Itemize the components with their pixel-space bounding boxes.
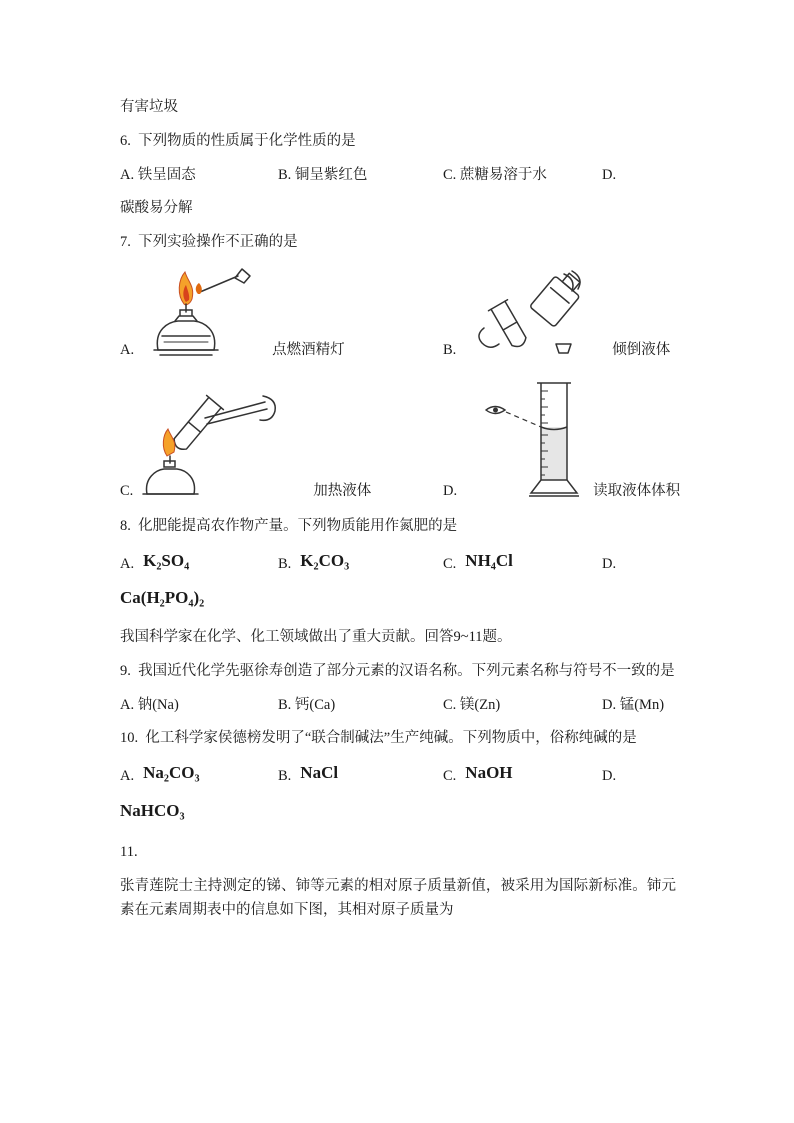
q8-option-c: C. NH₄Cl <box>443 550 513 572</box>
q10-option-d: D. <box>602 768 617 784</box>
q6-option-d-overflow: 碳酸易分解 <box>120 200 193 217</box>
q7-figure-d-letter: D. <box>443 483 458 500</box>
q8-formula-b: K₂CO₃ <box>300 550 350 570</box>
q7-figure-a-caption: 点燃酒精灯 <box>272 342 345 359</box>
q8-options <box>120 550 676 576</box>
q8-formula-a: K₂SO₄ <box>143 550 190 570</box>
q8-option-b: B. K₂CO₃ <box>278 550 350 572</box>
q7-figure-b-caption: 倾倒液体 <box>612 342 671 359</box>
q6-option-c: C. 蔗糖易溶于水 <box>443 166 547 183</box>
sight-line <box>506 412 541 427</box>
q8-stem: 8. 化肥能提高农作物产量。下列物质能用作氮肥的是 <box>120 517 458 534</box>
q10-option-d-overflow: NaHCO₃ <box>120 800 185 820</box>
q7-figure-d-caption: 读取液体体积 <box>593 483 681 500</box>
q10-options <box>120 762 676 788</box>
q6-option-b: B. 铜呈紫红色 <box>278 166 368 183</box>
lamp-flame-icon <box>164 429 176 456</box>
lower-hand-icon <box>479 328 499 347</box>
q7-figure-c-caption: 加热液体 <box>313 483 372 500</box>
q9-options <box>120 695 676 717</box>
q10-option-b: B. NaCl <box>278 763 339 784</box>
match-flame-icon <box>196 283 202 294</box>
q7-figure-b-letter: B. <box>443 342 457 359</box>
q8-formula-c: NH₄Cl <box>465 550 513 570</box>
q9-option-a: A. 钠(Na) <box>120 696 179 713</box>
q8-option-d: D. <box>602 555 617 572</box>
q10-option-a: A. Na₂CO₃ <box>120 763 200 784</box>
q7-stem: 7. 下列实验操作不正确的是 <box>120 234 298 250</box>
q8-option-d-overflow: Ca(H₂PO₄)₂ <box>120 588 205 608</box>
tube-holder-icon <box>205 396 275 424</box>
q10-formula-a: Na₂CO₃ <box>143 763 200 782</box>
q7-figure-a-letter: A. <box>120 342 135 359</box>
heating-liquid-figure <box>139 384 289 502</box>
q6-option-d: D. <box>602 166 617 183</box>
q9-stem: 9. 我国近代化学先驱徐寿创造了部分元素的汉语名称。下列元素名称与符号不一致的是 <box>120 662 675 679</box>
q7-figure-d <box>443 377 680 502</box>
q8-option-a: A. K₂SO₄ <box>120 550 190 572</box>
carryover-text: 有害垃圾 <box>120 99 178 115</box>
test-tube-icon <box>169 395 223 454</box>
q9-option-b: B. 钙(Ca) <box>278 696 336 713</box>
q11-text: 张青莲院士主持测定的锑、铈等元素的相对原子质量新值，被采用为国际新标准。铈元素在元素周期表中的信息如下图，其相对原子质量为 <box>120 878 676 918</box>
q11-number: 11. <box>120 843 138 860</box>
alcohol-lamp-figure <box>142 266 252 361</box>
q10-stem: 10. 化工科学家侯德榜发明了“联合制碱法”生产纯碱。下列物质中，俗称纯碱的是 <box>120 730 637 747</box>
q9-option-d: D. 锰(Mn) <box>602 696 665 713</box>
q7-figure-b <box>443 266 680 361</box>
q6-option-a: A. 铁呈固态 <box>120 166 196 183</box>
q7-figure-c-letter: C. <box>120 483 134 500</box>
section-intro: 我国科学家在化学、化工领域做出了重大贡献。回答9~11题。 <box>120 629 512 645</box>
lamp-flame-icon <box>179 272 193 305</box>
stopper-icon <box>556 344 571 353</box>
pouring-liquid-figure <box>468 266 598 361</box>
lamp-body-icon <box>154 304 218 355</box>
q6-stem: 6. 下列物质的性质属于化学性质的是 <box>120 132 356 149</box>
q9-option-c: C. 镁(Zn) <box>443 696 501 713</box>
q10-formula-b: NaCl <box>300 763 339 782</box>
q7-figure-a <box>120 266 443 361</box>
q7-figure-c <box>120 377 443 502</box>
hand-with-match-icon <box>200 269 250 292</box>
q10-formula-c: NaOH <box>465 763 513 782</box>
lamp-body-icon <box>143 456 198 494</box>
q6-options <box>120 165 676 187</box>
test-tube-icon <box>489 299 531 350</box>
eye-icon <box>486 406 505 413</box>
q7-figures <box>120 266 681 502</box>
q10-option-c: C. NaOH <box>443 763 513 784</box>
reading-volume-figure <box>483 377 583 502</box>
